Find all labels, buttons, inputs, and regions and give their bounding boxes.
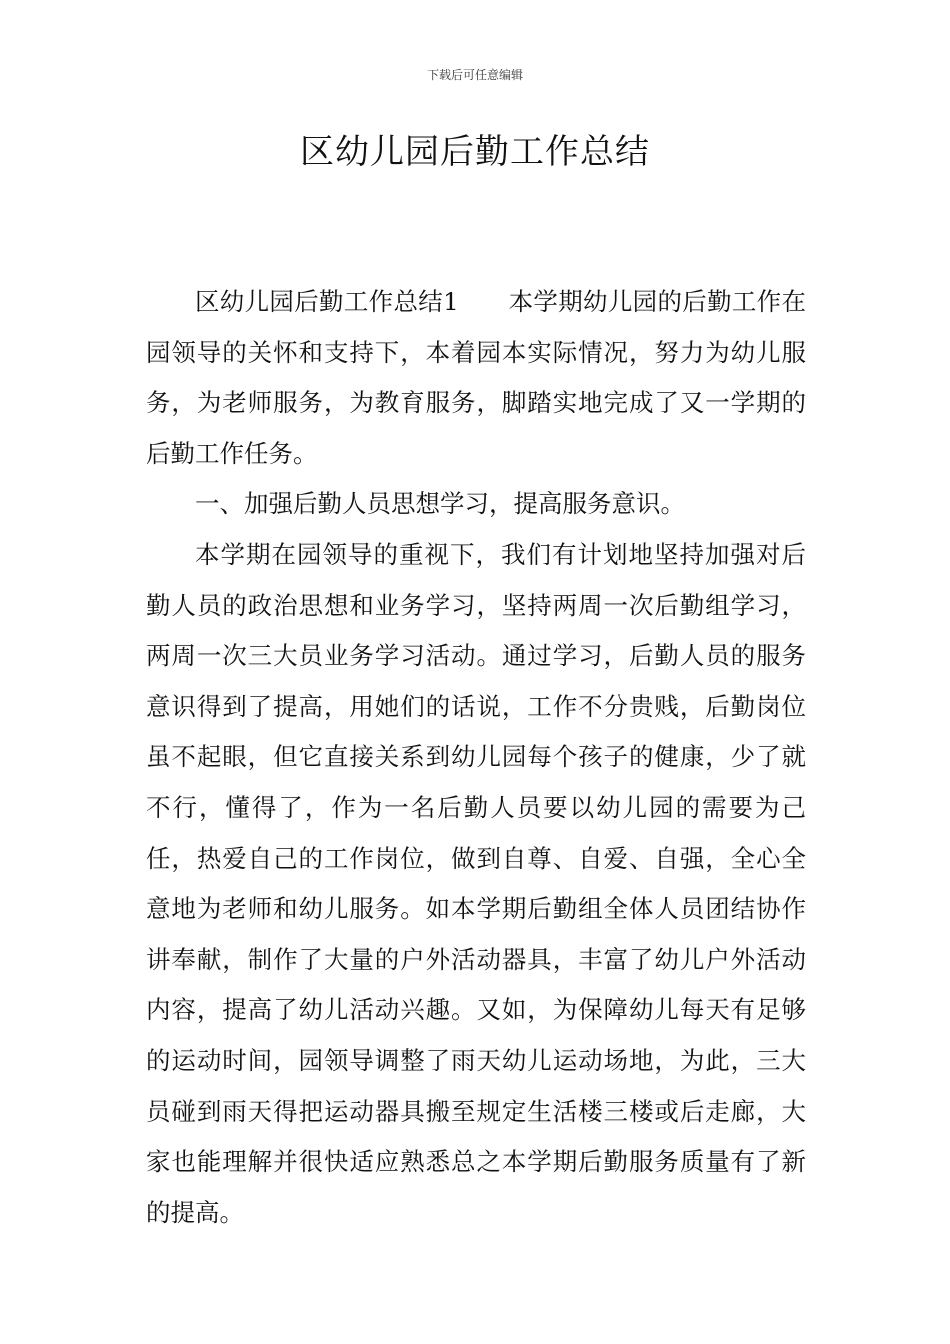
- document-body: [146, 277, 806, 1238]
- paragraph-intro: 区幼儿园后勤工作总结1 本学期幼儿园的后勤工作在园领导的关怀和支持下，本着园本实际情况，努力为幼儿服务，为老师服务，为教育服务，脚踏实地完成了又一学期的后勤工作任务。: [146, 287, 806, 468]
- paragraph-body: 本学期在园领导的重视下，我们有计划地坚持加强对后勤人员的政治思想和业务学习，坚持两周一次后勤组学习，两周一次三大员业务学习活动。通过学习，后勤人员的服务意识得到了提高，用她们的话说，工作不分贵贱，后勤岗位虽不起眼，但它直接关系到幼儿园每个孩子的健康，少了就不行，懂得了，作为一名后勤人员要以幼儿园的需要为己任，热爱自己的工作岗位，做到自尊、自爱、自强，全心全意地为老师和幼儿服务。如本学期后勤组全体人员团结协作讲奉献，制作了大量的户外活动器具，丰富了幼儿户外活动内容，提高了幼儿活动兴趣。又如，为保障幼儿每天有足够的运动时间，园领导调整了雨天幼儿运动场地，为此，三大员碰到雨天得把运动器具搬至规定生活楼三楼或后走廊，大家也能理解并很快适应熟悉总之本学期后勤服务质量有了新的提高。: [146, 539, 806, 1227]
- document-title: 区幼儿园后勤工作总结: [300, 132, 650, 172]
- header-note: 下载后可任意编辑: [426, 68, 523, 82]
- section-heading: 一、加强后勤人员思想学习，提高服务意识。: [195, 489, 685, 519]
